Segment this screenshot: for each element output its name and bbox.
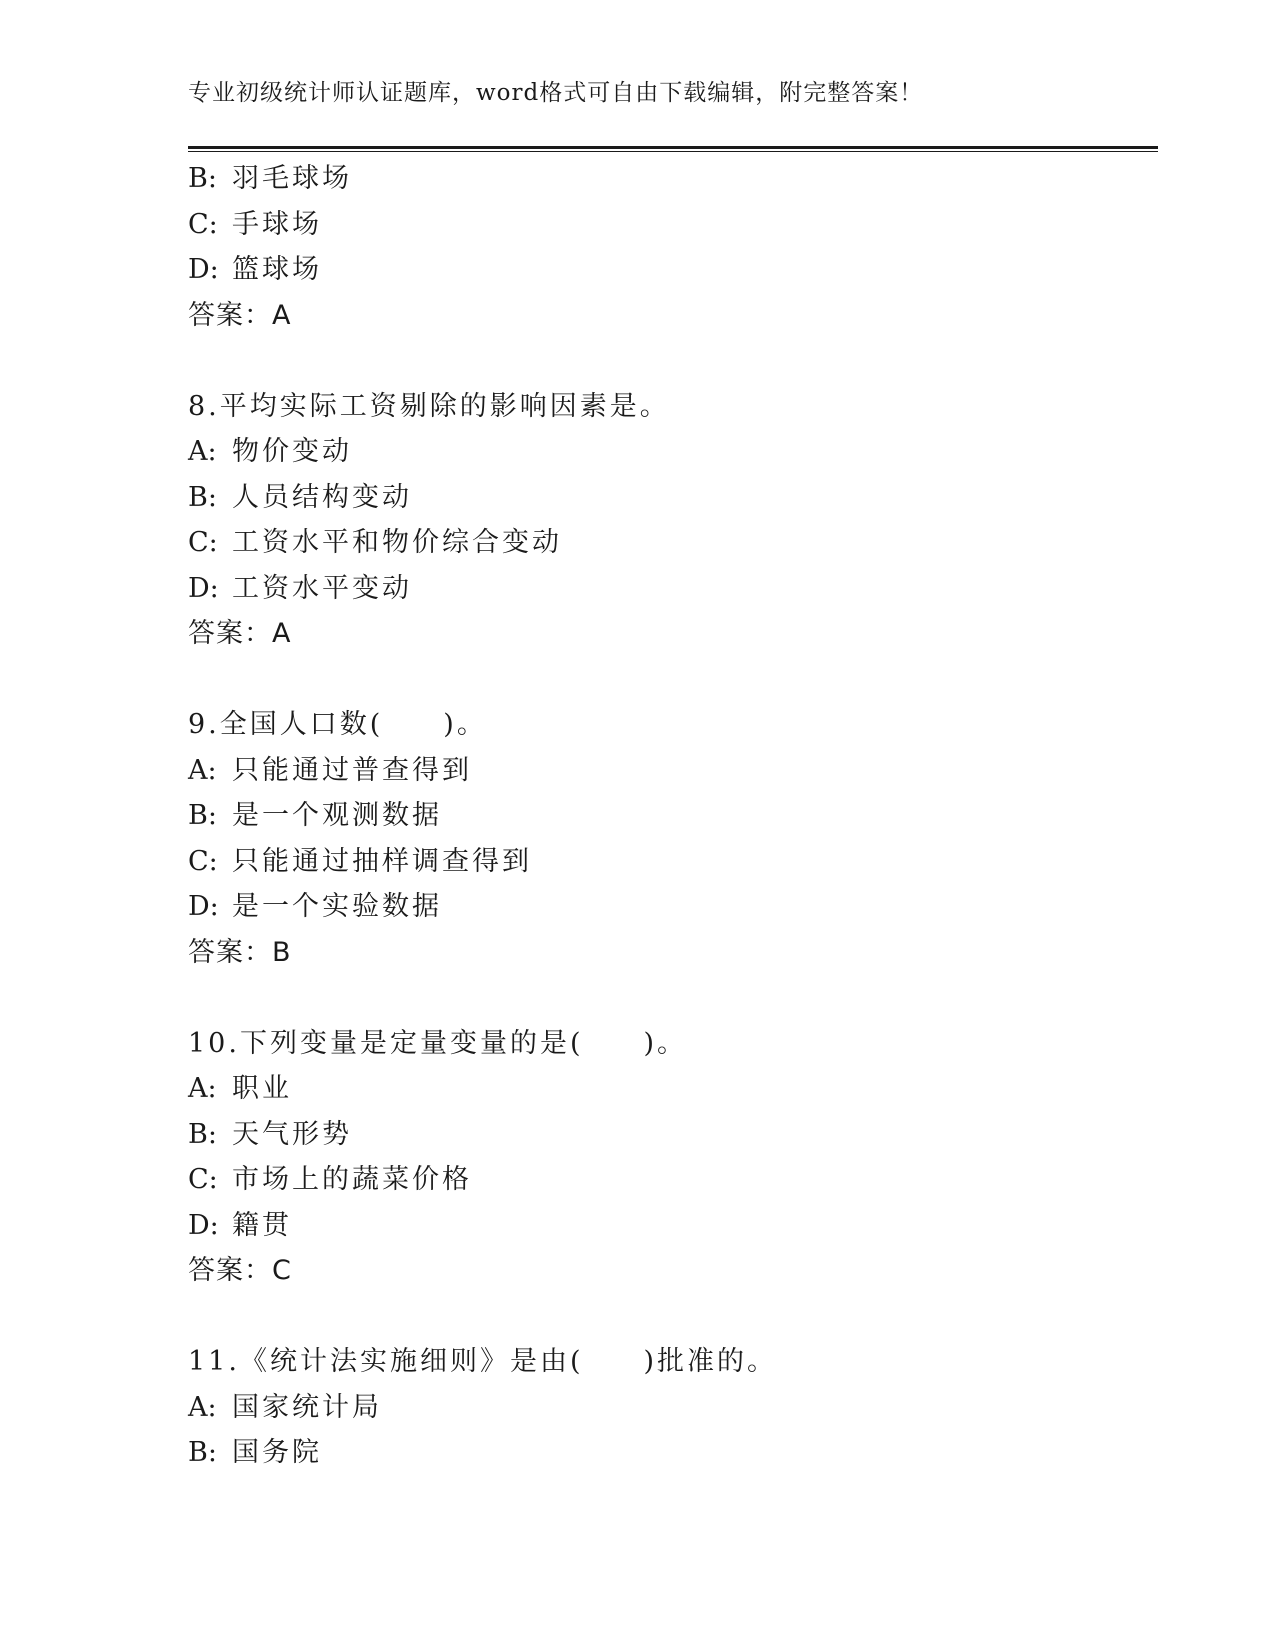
header-divider-thin <box>188 151 1158 152</box>
option-letter: A: <box>188 436 217 467</box>
option-c <box>188 1157 1148 1203</box>
option-text: 是一个实验数据 <box>232 891 442 922</box>
option-b <box>188 1112 1148 1158</box>
option-text: 工资水平和物价综合变动 <box>232 527 562 558</box>
option-letter: D: <box>188 891 219 922</box>
option-letter: B: <box>188 1118 217 1150</box>
question-block-10 <box>188 1021 1148 1294</box>
question-block-8 <box>188 384 1148 657</box>
option-b <box>188 793 1148 839</box>
option-c <box>188 202 1148 248</box>
question-text: 11.《统计法实施细则》是由( )批准的。 <box>188 1346 778 1377</box>
header-divider-thick <box>188 146 1158 149</box>
question-text: 10.下列变量是定量变量的是( )。 <box>188 1027 688 1059</box>
option-text: 物价变动 <box>232 436 352 467</box>
option-text: 只能通过抽样调查得到 <box>232 845 532 877</box>
option-text: 工资水平变动 <box>232 572 412 604</box>
option-c <box>188 520 1148 566</box>
option-text: 手球场 <box>232 208 322 240</box>
question-text: 9.全国人口数( )。 <box>188 709 487 740</box>
option-text: 籍贯 <box>232 1209 292 1241</box>
option-letter: B: <box>188 800 217 831</box>
option-letter: D: <box>188 572 219 604</box>
option-letter: A: <box>188 1073 217 1104</box>
option-a <box>188 748 1148 794</box>
option-letter: D: <box>188 254 219 285</box>
spacer <box>188 657 1148 703</box>
answer-line: 答案：C <box>188 1255 292 1286</box>
option-text: 羽毛球场 <box>232 163 352 194</box>
option-text: 市场上的蔬菜价格 <box>232 1164 472 1195</box>
spacer <box>188 975 1148 1021</box>
option-text: 职业 <box>232 1073 292 1104</box>
option-letter: C: <box>188 208 218 240</box>
option-a <box>188 1066 1148 1112</box>
option-b <box>188 1430 1148 1476</box>
option-text: 国务院 <box>232 1437 322 1468</box>
header-divider <box>188 146 1158 154</box>
option-b <box>188 475 1148 521</box>
option-d <box>188 247 1148 293</box>
option-letter: B: <box>188 163 217 194</box>
spacer <box>188 338 1148 384</box>
question-block-11 <box>188 1339 1148 1476</box>
option-letter: B: <box>188 481 217 513</box>
option-letter: A: <box>188 1391 217 1423</box>
option-letter: B: <box>188 1437 217 1468</box>
option-text: 国家统计局 <box>232 1391 382 1423</box>
answer-line: 答案：A <box>188 299 292 331</box>
option-text: 是一个观测数据 <box>232 800 442 831</box>
question-block-7 <box>188 156 1148 338</box>
option-a <box>188 429 1148 475</box>
option-letter: C: <box>188 527 218 558</box>
spacer <box>188 1294 1148 1340</box>
option-d <box>188 884 1148 930</box>
question-text: 8.平均实际工资剔除的影响因素是。 <box>188 390 670 422</box>
option-text: 天气形势 <box>232 1118 352 1150</box>
option-letter: C: <box>188 845 218 877</box>
question-block-9 <box>188 702 1148 975</box>
option-a <box>188 1385 1148 1431</box>
option-text: 篮球场 <box>232 254 322 285</box>
option-b <box>188 156 1148 202</box>
option-d <box>188 566 1148 612</box>
option-letter: C: <box>188 1164 218 1195</box>
question-list <box>188 156 1148 1476</box>
page-header: 专业初级统计师认证题库，word格式可自由下载编辑，附完整答案！ <box>188 80 924 106</box>
option-d <box>188 1203 1148 1249</box>
answer-line: 答案：A <box>188 618 292 649</box>
answer-line: 答案：B <box>188 936 292 968</box>
option-text: 只能通过普查得到 <box>232 754 472 786</box>
option-letter: D: <box>188 1209 219 1241</box>
option-letter: A: <box>188 754 217 786</box>
option-c <box>188 839 1148 885</box>
option-text: 人员结构变动 <box>232 481 412 513</box>
